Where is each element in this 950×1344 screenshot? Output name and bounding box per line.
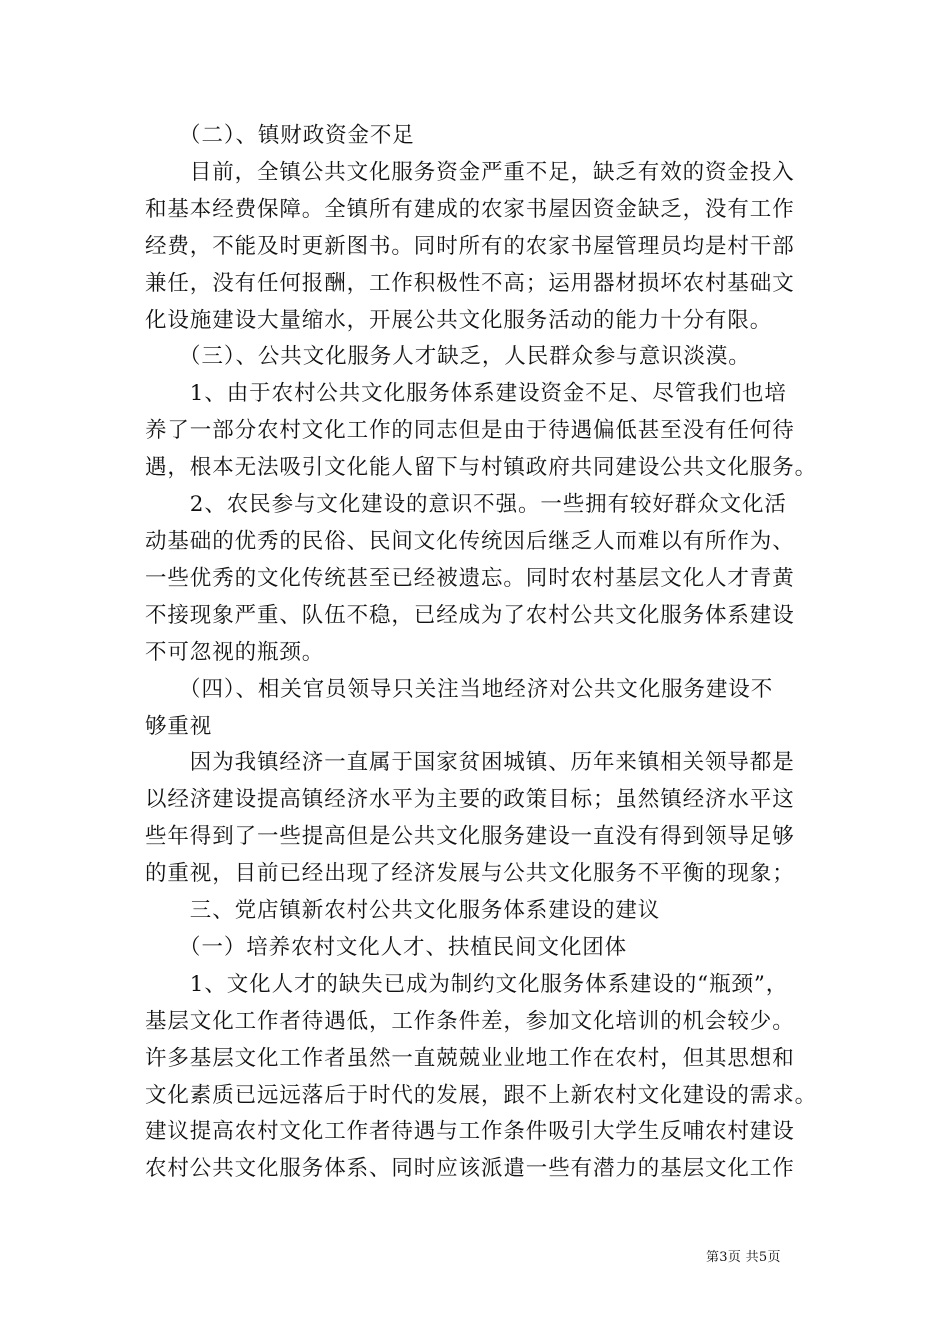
text-line-22: 三、党店镇新农村公共文化服务体系建设的建议 — [145, 898, 661, 924]
text-line-25: 基层文化工作者待遇低，工作条件差，参加文化培训的机会较少。 — [145, 1008, 795, 1034]
text-line-10: 遇，根本无法吸引文化能人留下与村镇政府共同建设公共文化服务。 — [145, 455, 818, 481]
text-line-13: 一些优秀的文化传统甚至已经被遗忘。同时农村基层文化人才青黄 — [145, 565, 795, 591]
text-line-15: 不可忽视的瓶颈。 — [145, 639, 325, 665]
text-line-9: 养了一部分农村文化工作的同志但是由于待遇偏低甚至没有任何待 — [145, 418, 795, 444]
text-line-28: 建议提高农村文化工作者待遇与工作条件吸引大学生反哺农村建设 — [145, 1119, 795, 1145]
text-line-17: 够重视 — [145, 713, 213, 739]
text-line-14: 不接现象严重、队伍不稳，已经成为了农村公共文化服务体系建设 — [145, 602, 795, 628]
text-line-4: 经费，不能及时更新图书。同时所有的农家书屋管理员均是村干部 — [145, 233, 795, 259]
text-line-7: （三）、公共文化服务人才缺乏，人民群众参与意识淡漠。 — [145, 344, 751, 370]
text-line-18: 因为我镇经济一直属于国家贫困城镇、历年来镇相关领导都是 — [145, 750, 795, 776]
text-line-1: （二）、镇财政资金不足 — [145, 123, 415, 148]
text-line-20: 些年得到了一些提高但是公共文化服务建设一直没有得到领导足够 — [145, 824, 795, 850]
text-line-21: 的重视，目前已经出现了经济发展与公共文化服务不平衡的现象； — [145, 861, 795, 887]
text-line-6: 化设施建设大量缩水，开展公共文化服务活动的能力十分有限。 — [145, 307, 773, 333]
page-number-footer: 第3页 共5页 — [706, 1250, 781, 1265]
body-text — [145, 118, 817, 1188]
text-line-5: 兼任，没有任何报酬，工作积极性不高；运用器材损坏农村基础文 — [145, 270, 795, 296]
text-line-12: 动基础的优秀的民俗、民间文化传统因后继乏人而难以有所作为、 — [145, 528, 795, 554]
text-line-3: 和基本经费保障。全镇所有建成的农家书屋因资金缺乏，没有工作 — [145, 196, 795, 222]
text-line-2: 目前，全镇公共文化服务资金严重不足，缺乏有效的资金投入 — [145, 159, 795, 185]
text-line-27: 文化素质已远远落后于时代的发展，跟不上新农村文化建设的需求。 — [145, 1082, 818, 1108]
text-line-24: 1、文化人才的缺失已成为制约文化服务体系建设的“瓶颈”， — [145, 971, 789, 997]
text-line-29: 农村公共文化服务体系、同时应该派遣一些有潜力的基层文化工作 — [145, 1156, 795, 1182]
text-line-16: （四）、相关官员领导只关注当地经济对公共文化服务建设不 — [145, 676, 774, 702]
text-line-11: 2、农民参与文化建设的意识不强。一些拥有较好群众文化活 — [145, 492, 787, 518]
text-line-8: 1、由于农村公共文化服务体系建设资金不足、尽管我们也培 — [145, 381, 787, 407]
text-line-26: 许多基层文化工作者虽然一直兢兢业业地工作在农村，但其思想和 — [145, 1045, 795, 1071]
text-line-19: 以经济建设提高镇经济水平为主要的政策目标；虽然镇经济水平这 — [145, 787, 795, 813]
document-body — [145, 118, 817, 1188]
text-line-23: （一）培养农村文化人才、扶植民间文化团体 — [145, 934, 628, 960]
